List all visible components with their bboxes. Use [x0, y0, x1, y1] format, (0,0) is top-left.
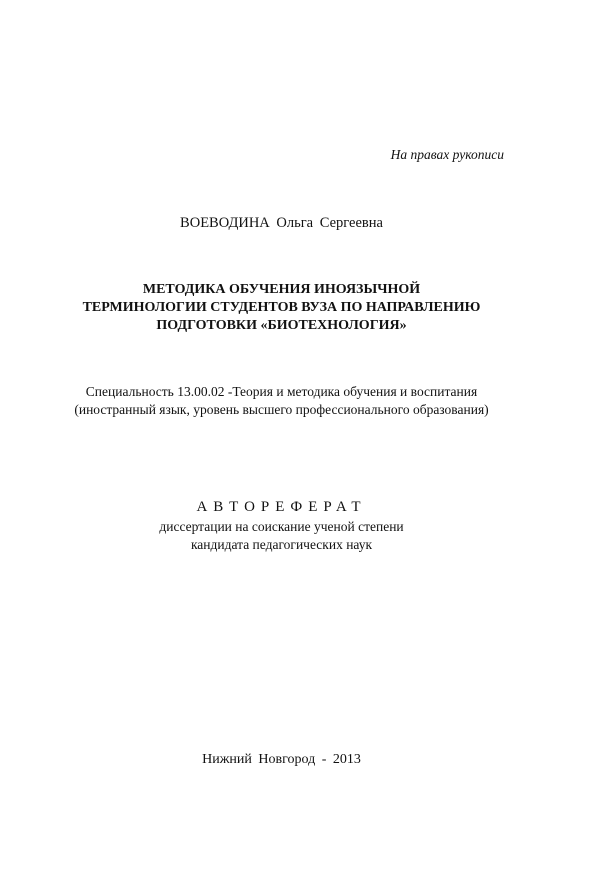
document-type-heading: АВТОРЕФЕРАТ: [196, 499, 367, 515]
title-line: МЕТОДИКА ОБУЧЕНИЯ ИНОЯЗЫЧНОЙ: [142, 282, 421, 297]
degree-line: диссертации на соискание ученой степени: [159, 519, 404, 534]
specialty-line: Специальность 13.00.02 -Теория и методика обучения и воспитания: [85, 384, 478, 399]
degree-line: кандидата педагогических наук: [190, 537, 373, 552]
specialty-line: (иностранный язык, уровень высшего профессионального образования): [74, 402, 489, 417]
author-name: ВОЕВОДИНА Ольга Сергеевна: [180, 215, 383, 231]
place-and-year: Нижний Новгород - 2013: [202, 752, 361, 767]
title-line: ТЕРМИНОЛОГИИ СТУДЕНТОВ ВУЗА ПО НАПРАВЛЕНИЮ: [82, 300, 481, 315]
title-line: ПОДГОТОВКИ «БИОТЕХНОЛОГИЯ»: [156, 318, 407, 333]
rights-note: На правах рукописи: [390, 147, 504, 162]
